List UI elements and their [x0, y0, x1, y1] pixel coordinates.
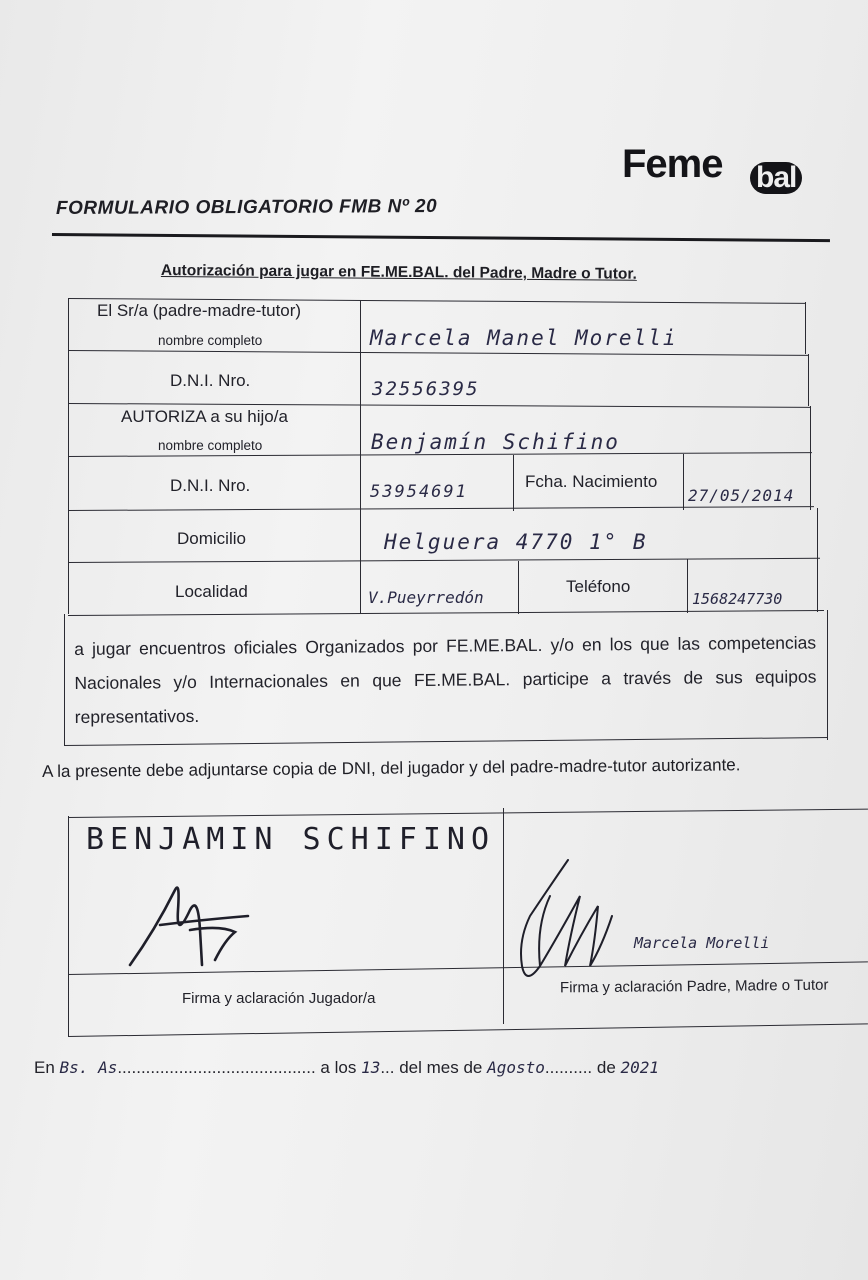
authorization-text: a jugar encuentros oficiales Organizados por FE.ME.BAL. y/o en los que las competencias Nacionales y/o Internacionales en que FE.ME.BAL. participe a través de sus equipos representativos.: [74, 632, 817, 727]
day-dots: ...: [380, 1058, 395, 1077]
guardian-signature: [510, 856, 630, 996]
locality-label: Localidad: [175, 582, 248, 601]
place-value: Bs. As: [59, 1058, 118, 1077]
child-name-value: Benjamín Schifino: [371, 430, 620, 454]
phone-label: Teléfono: [566, 577, 631, 596]
guardian-dni-value: 32556395: [372, 378, 480, 400]
birth-date-value: 27/05/2014: [688, 486, 795, 505]
year-value: 2021: [620, 1058, 660, 1077]
month-label: del mes de: [394, 1058, 488, 1077]
authorizes-label: AUTORIZA a su hijo/a: [121, 407, 288, 426]
place-dots: ..........................................: [117, 1058, 316, 1077]
attachment-notice: A la presente debe adjuntarse copia de DNI, del jugador y del padre-madre-tutor autorizante.: [42, 755, 741, 781]
guardian-printed-name: Marcela Morelli: [634, 934, 770, 952]
authorization-heading: Autorización para jugar en FE.ME.BAL. del Padre, Madre o Tutor.: [160, 262, 637, 283]
birth-date-label: Fcha. Nacimiento: [525, 472, 658, 491]
child-dni-value: 53954691: [370, 482, 468, 502]
guardian-signature-caption: Firma y aclaración Padre, Madre o Tutor: [559, 976, 829, 997]
child-name-label: nombre completo: [158, 438, 263, 453]
year-label: de: [592, 1058, 621, 1077]
guardian-name-label: nombre completo: [158, 333, 263, 348]
guardian-name-value: Marcela Manel Morelli: [370, 326, 678, 350]
child-dni-label: D.N.I. Nro.: [170, 476, 251, 495]
en-label: En: [34, 1058, 60, 1077]
player-signature-caption: Firma y aclaración Jugador/a: [182, 990, 376, 1007]
logo-pill: bal: [750, 162, 802, 194]
guardian-label: El Sr/a (padre-madre-tutor): [97, 301, 302, 320]
address-label: Domicilio: [177, 529, 246, 548]
day-value: 13: [361, 1058, 381, 1077]
form-title: FORMULARIO OBLIGATORIO FMB Nº 20: [55, 196, 438, 219]
month-dots: ..........: [544, 1058, 593, 1077]
guardian-dni-label: D.N.I. Nro.: [170, 371, 251, 390]
day-label: a los: [315, 1058, 362, 1077]
player-printed-name: BENJAMIN SCHIFINO: [86, 822, 496, 857]
locality-value: V.Pueyrredón: [368, 588, 484, 607]
player-signature: [120, 870, 260, 980]
logo-text: Feme: [622, 142, 723, 186]
phone-value: 1568247730: [692, 590, 783, 608]
month-value: Agosto: [487, 1058, 545, 1077]
date-place-line: [34, 1058, 659, 1078]
address-value: Helguera 4770 1° B: [384, 530, 648, 554]
title-divider: [52, 233, 830, 242]
